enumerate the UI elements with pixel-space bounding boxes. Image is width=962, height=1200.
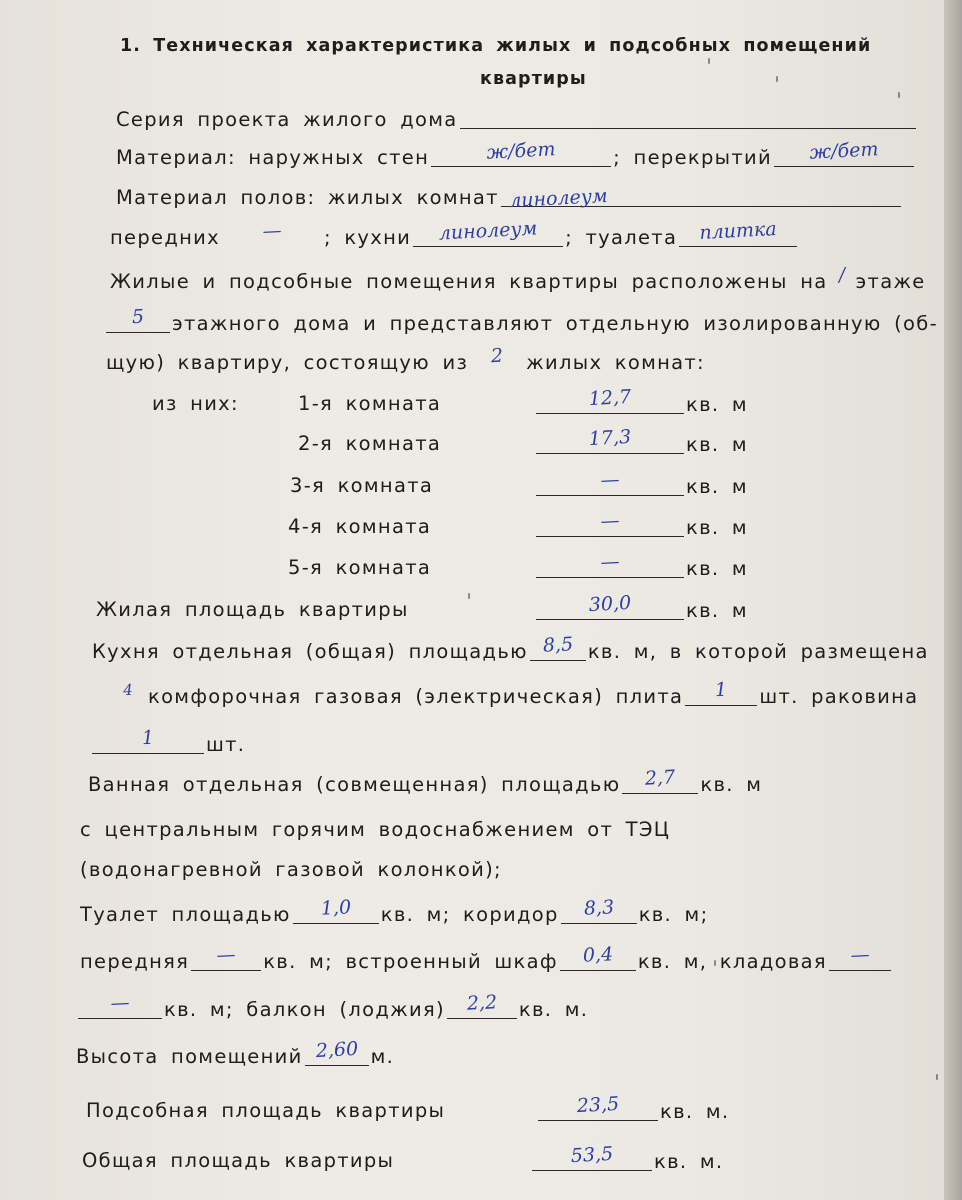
sinks-field <box>92 726 204 754</box>
location-rooms-word: жилых комнат: <box>526 351 705 374</box>
storage-unit: кв. м; <box>164 998 234 1021</box>
paper-speck <box>714 960 716 966</box>
height-value: 2,60 <box>314 1037 359 1063</box>
paper-speck <box>936 1074 938 1080</box>
room-5-unit: кв. м <box>686 557 748 580</box>
aux-area-value: 23,5 <box>576 1092 620 1118</box>
corridor-label: коридор <box>463 903 559 926</box>
balcony-unit: кв. м. <box>518 998 589 1021</box>
room-3-value: — <box>599 468 621 492</box>
floors-label: Материал полов: жилых комнат <box>116 186 499 209</box>
storage-value: — <box>849 943 871 967</box>
burners-value: 4 <box>122 680 134 700</box>
material-row <box>116 138 916 171</box>
aux-area-label: Подсобная площадь квартиры <box>86 1099 446 1122</box>
living-area-unit: кв. м <box>686 599 748 622</box>
room-1-value: 12,7 <box>588 385 632 411</box>
height-field <box>305 1037 369 1066</box>
series-row <box>116 106 918 133</box>
walls-value: ж/бет <box>486 138 557 164</box>
height-unit: м. <box>370 1045 395 1068</box>
room-1-label: 1-я комната <box>298 392 442 415</box>
room-3-row <box>534 468 748 500</box>
kitchen-floor-field <box>413 217 563 247</box>
aux-area-field <box>538 1092 658 1121</box>
balcony-field <box>447 991 517 1019</box>
living-area-row <box>534 591 748 624</box>
location-row-3 <box>106 344 705 376</box>
paper-speck <box>898 92 900 98</box>
hall-value: — <box>216 943 237 967</box>
floors-row <box>116 184 903 211</box>
toilet-area-value: 1,0 <box>320 896 352 920</box>
hall-field <box>191 943 261 971</box>
room-3-label: 3-я комната <box>290 474 434 497</box>
kitchen-text-end: кв. м, в которой размещена <box>587 640 929 663</box>
location-text: Жилые и подсобные помещения квартиры расположены на <box>110 270 828 293</box>
room-3-field <box>536 468 684 496</box>
room-4-label: 4-я комната <box>288 515 432 538</box>
bathroom-row-1 <box>88 766 763 798</box>
room-5-label: 5-я комната <box>288 556 432 579</box>
closet-value: 0,4 <box>582 943 614 967</box>
kitchen-text: Кухня отдельная (общая) площадью <box>92 640 528 663</box>
closet-label: встроенный шкаф <box>345 950 558 973</box>
floors-rooms-field <box>501 184 901 213</box>
series-label: Серия проекта жилого дома <box>116 108 458 131</box>
living-area-field <box>536 591 684 620</box>
living-area-label: Жилая площадь квартиры <box>96 598 409 621</box>
kitchen-floor-label: ; кухни <box>323 226 412 249</box>
height-row <box>76 1037 395 1070</box>
paper-speck <box>708 58 710 64</box>
paper-speck <box>468 593 470 599</box>
toilet-label: Туалет площадью <box>80 903 291 926</box>
hall-row <box>80 943 893 975</box>
storage-field <box>829 943 891 971</box>
height-label: Высота помещений <box>76 1045 303 1068</box>
sinks-value: 1 <box>141 726 155 750</box>
room-2-unit: кв. м <box>686 433 748 456</box>
hall-floor-value: — <box>261 219 283 243</box>
location-line3: щую) квартиру, состоящую из <box>106 351 469 374</box>
kitchen-floor-value: линолеум <box>438 217 538 245</box>
rooms-intro: из них: <box>152 392 239 415</box>
kitchen-row-2 <box>108 678 919 710</box>
sinks-unit: шт. <box>206 733 246 756</box>
rooms-count-value: 2 <box>490 344 504 368</box>
ceilings-label: ; перекрытий <box>613 146 772 169</box>
total-area-label: Общая площадь квартиры <box>82 1149 395 1172</box>
hall-label: передняя <box>80 950 190 973</box>
document-title-line2: квартиры <box>480 69 587 89</box>
bathroom-area-field <box>622 766 698 794</box>
hall-unit: кв. м; <box>263 950 333 973</box>
corridor-value: 8,3 <box>583 896 615 920</box>
stove-text: комфорочная газовая (электрическая) плита <box>148 685 684 708</box>
toilet-unit: кв. м; <box>380 903 451 926</box>
room-4-value: — <box>599 509 621 533</box>
toilet-floor-label: ; туалета <box>565 226 678 249</box>
hall-floor-label: передних <box>110 226 220 249</box>
room-4-field <box>536 509 684 537</box>
stove-count-value: 1 <box>714 678 728 702</box>
series-field <box>460 106 916 129</box>
room-1-row <box>534 385 748 418</box>
burners-field <box>110 680 146 706</box>
room-1-field <box>536 385 684 414</box>
closet-unit: кв. м, <box>637 950 708 973</box>
walls-label: Материал: наружных стен <box>116 146 430 169</box>
aux-area-row <box>536 1092 730 1125</box>
location-floor-word: этаже <box>855 270 926 293</box>
floors-rooms-value: линолеум <box>508 184 608 213</box>
storeys-value: 5 <box>131 305 145 329</box>
floors-row-2 <box>110 217 799 251</box>
bathroom-unit: кв. м <box>700 773 763 796</box>
kitchen-row-1 <box>92 633 929 665</box>
floor-value: / <box>837 263 846 287</box>
storage-cont-value: — <box>109 991 131 1015</box>
bathroom-text: Ванная отдельная (совмещенная) площадью <box>88 773 621 796</box>
storage-label: кладовая <box>719 950 827 973</box>
walls-field <box>431 138 611 167</box>
room-3-unit: кв. м <box>686 475 748 498</box>
total-area-unit: кв. м. <box>654 1150 724 1173</box>
toilet-floor-field <box>679 217 797 247</box>
total-area-value: 53,5 <box>570 1142 614 1168</box>
bathroom-row-3: (водонагревной газовой колонкой); <box>80 858 502 881</box>
total-area-field <box>532 1142 652 1171</box>
bathroom-row-2: с центральным горячим водоснабжением от ТЭЦ <box>80 818 671 841</box>
hall-floor-field <box>222 219 322 247</box>
aux-area-unit: кв. м. <box>660 1100 730 1123</box>
room-5-row <box>534 550 748 582</box>
room-2-row <box>534 425 748 458</box>
storage-cont-field <box>78 991 162 1019</box>
toilet-area-field <box>293 896 379 924</box>
rooms-count-field <box>470 344 524 372</box>
sink-text: шт. раковина <box>759 685 919 708</box>
room-2-label: 2-я комната <box>298 432 442 455</box>
living-area-value: 30,0 <box>588 591 632 617</box>
storeys-field <box>106 305 170 333</box>
room-1-unit: кв. м <box>686 393 748 416</box>
stove-count-field <box>685 678 757 706</box>
balcony-row <box>76 991 589 1023</box>
balcony-label: балкон (лоджия) <box>246 998 445 1021</box>
balcony-value: 2,2 <box>466 991 498 1015</box>
kitchen-row-3 <box>90 726 246 758</box>
floor-field <box>830 263 854 291</box>
bathroom-area-value: 2,7 <box>644 766 677 790</box>
location-row-2 <box>104 305 938 337</box>
toilet-row <box>80 896 709 928</box>
kitchen-area-value: 8,5 <box>542 633 574 657</box>
room-5-value: — <box>599 550 621 574</box>
location-line2: этажного дома и представляют отдельную изолированную (об- <box>172 312 938 335</box>
toilet-floor-value: плитка <box>699 217 778 245</box>
location-row-1 <box>110 263 926 295</box>
room-5-field <box>536 550 684 578</box>
room-4-unit: кв. м <box>686 516 748 539</box>
closet-field <box>560 943 636 971</box>
room-2-field <box>536 425 684 454</box>
paper-speck <box>776 76 778 82</box>
room-2-value: 17,3 <box>588 425 632 451</box>
page-edge-shadow <box>944 0 962 1200</box>
ceilings-value: ж/бет <box>808 138 879 164</box>
total-area-row <box>530 1142 724 1175</box>
corridor-unit: кв. м; <box>638 903 709 926</box>
kitchen-area-field <box>530 633 586 661</box>
corridor-field <box>561 896 637 924</box>
room-4-row <box>534 509 748 541</box>
ceilings-field <box>774 138 914 167</box>
document-title: 1. Техническая характеристика жилых и подсобных помещений <box>120 36 872 56</box>
